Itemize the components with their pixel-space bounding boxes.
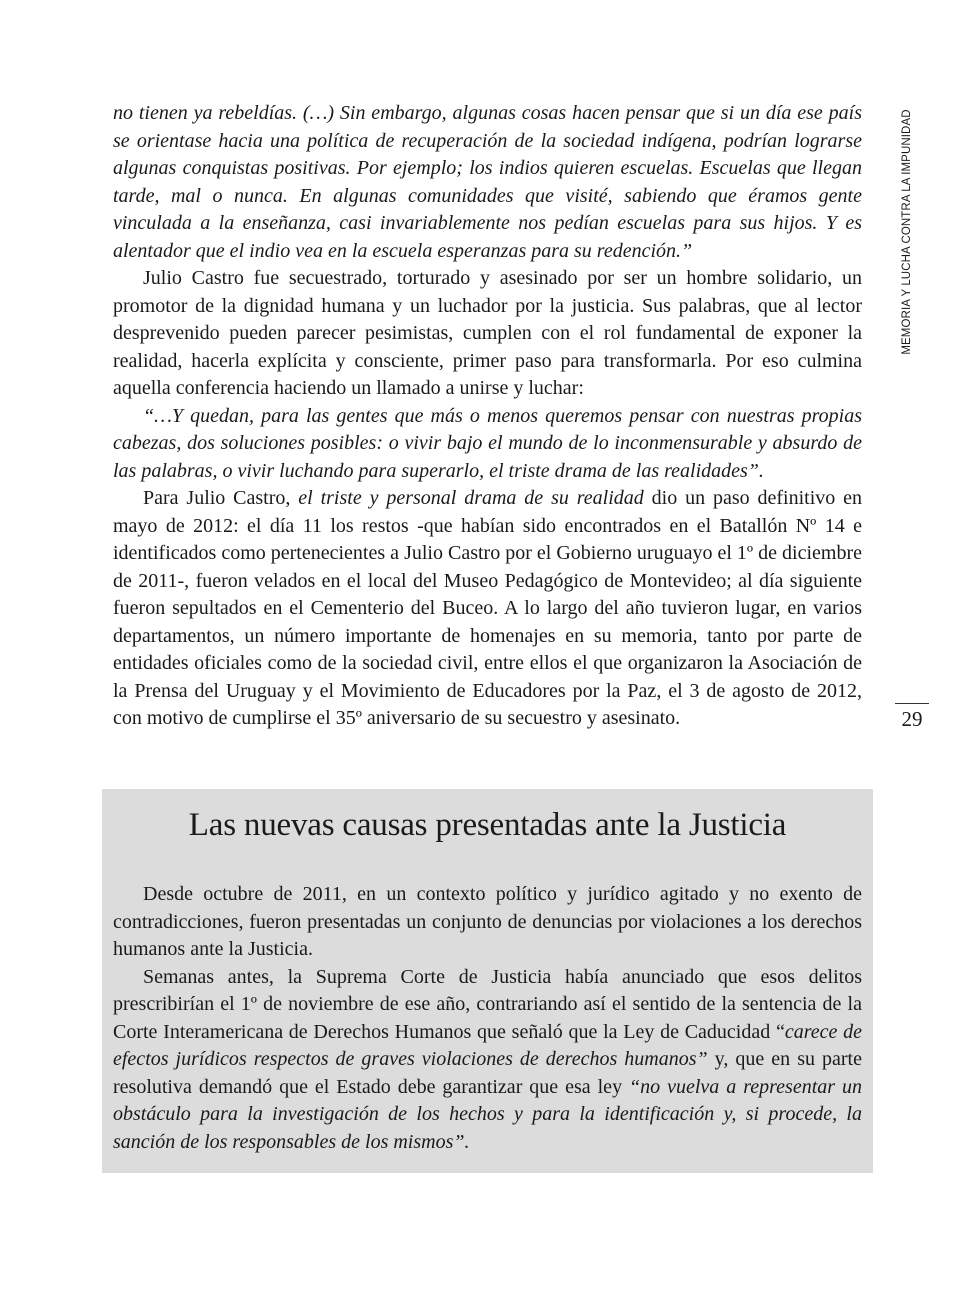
conference-quote: “…Y quedan, para las gentes que más o menos queremos pensar con nuestras propias cabezas, dos soluciones posibles: o vivir bajo el mundo de lo inconmensurable y absurdo de las palabras, o vivir luchando para superarlo, el triste drama de las realidades”. [113,404,862,482]
paragraph-may-2012-rest: dio un paso definitivo en mayo de 2012: el día 11 los restos -que habían sido encontrados en el Batallón Nº 14 e identificados como pertenecientes a Julio Castro por el Gobierno uruguayo el 1º de diciembre de 2011-, fueron velados en el local del Museo Pedagógico de Montevideo; al día siguiente fueron sepultados en el Cementerio del Buceo. A lo largo del año tuvieron lugar, en varios departamentos, un número importante de homenajes en su memoria, tanto por parte de entidades oficiales como de la sociedad civil, entre ellos el que organizaron la Asociación de la Prensa del Uruguay y el Movimiento de Educadores por la Paz, el 3 de agosto de 2012, con motivo de cumplirse el 35º aniversario de su secuestro y asesinato. [113,487,863,729]
section-paragraph-1: Desde octubre de 2011, en un contexto político y jurídico agitado y no exento de contradicciones, fueron presentadas un conjunto de denuncias por violaciones a los derechos humanos ante la Justicia. [113,883,862,960]
paragraph-may-2012-start: Para Julio Castro, [143,487,299,509]
section-paragraph-2-start: Semanas antes, la Suprema Corte de Justicia había anunciado que esos delitos prescribirían el 1º de noviembre de ese año, contrariando así el sentido de la sentencia de la Corte Interamericana de Derechos Humanos que señaló que la Ley de Caducidad “ [113,965,862,1043]
section-paragraph-2-quote-1: carece de efectos jurídicos respectos de graves violaciones de derechos humanos” [113,1020,862,1070]
main-text [113,100,862,733]
paragraph-julio-castro: Julio Castro fue secuestrado, torturado y asesinado por ser un hombre solidario, un promotor de la dignidad humana y un luchador por la justicia. Sus palabras, que al lector desprevenido pueden parecer pesimistas, cumplen con el rol fundamental de exponer la realidad, hacerla explícita y consciente, primer paso para transformarla. Por eso culmina aquella conferencia haciendo un llamado a unirse y luchar: [113,267,862,399]
page-number: 29 [901,707,923,731]
section-paragraph-2-middle: y, que en su parte resolutiva demandó que el Estado debe garantizar que esa ley [113,1048,862,1098]
section-paragraph-2-quote-2: “no vuelva a representar un obstáculo para la investigación de los hechos y para la identificación y, si procede, la sanción de los responsables de los mismos”. [113,1075,862,1153]
paragraph-may-2012 [113,485,862,733]
section-text [113,881,862,1156]
section-heading: Las nuevas causas presentadas ante la Justicia [188,807,787,843]
paragraph-may-2012-italic: el triste y personal drama de su realidad [298,487,644,509]
section-paragraph-2 [113,964,862,1157]
section-box [102,789,873,1173]
running-title-text: MEMORIA Y LUCHA CONTRA LA IMPUNIDAD [901,109,913,355]
running-title [897,103,917,361]
page-number-rule [895,703,929,704]
quote-continuation: no tienen ya rebeldías. (…) Sin embargo, algunas cosas hacen pensar que si un día ese país se orientase hacia una política de recuperación de la sociedad indígena, podrían lograrse algunas conquistas positivas. Por ejemplo; los indios quieren escuelas. Escuelas que llegan tarde, mal o nunca. En algunas comunidades que visité, sabiendo que éramos gente vinculada a la enseñanza, casi invariablemente nos pedían escuelas para sus hijos. Y es alentador que el indio vea en la escuela esperanzas para su redención.” [113,102,862,262]
